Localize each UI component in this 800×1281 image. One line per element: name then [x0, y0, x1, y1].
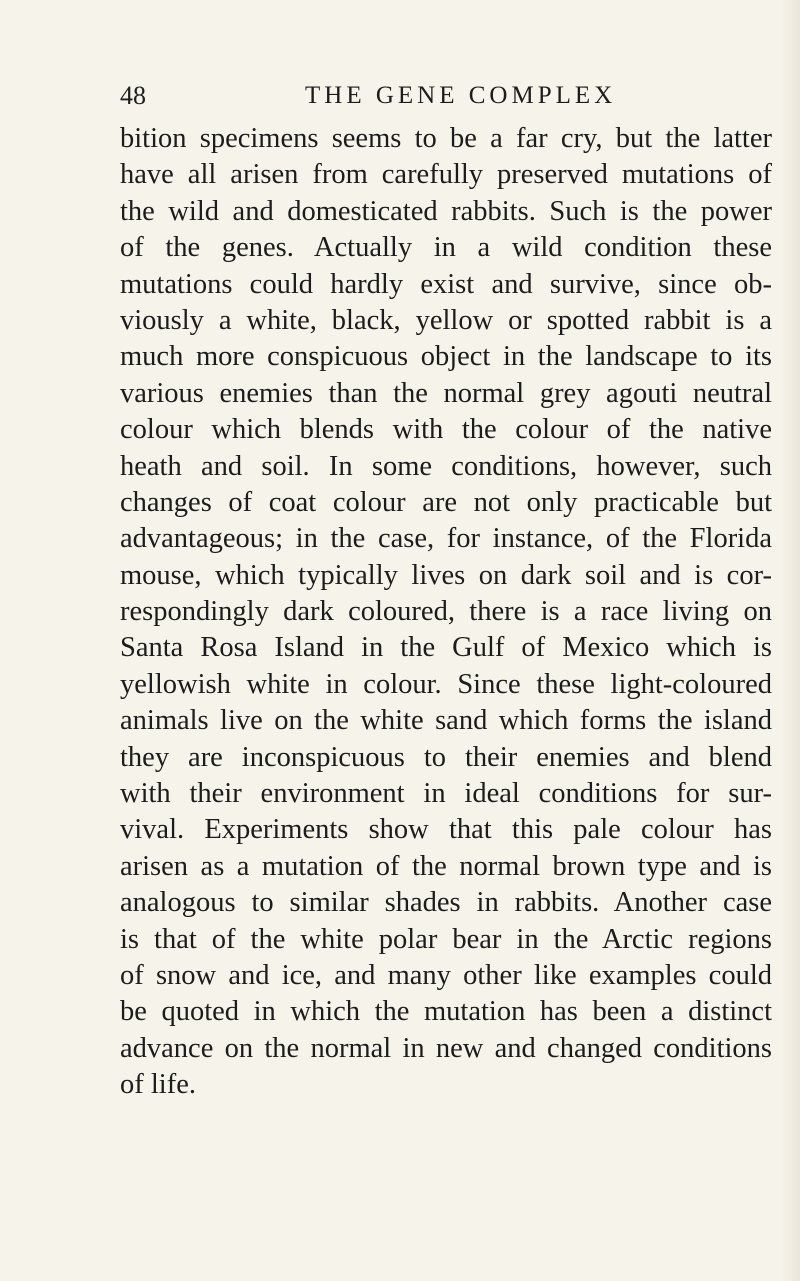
text-line: respondingly dark coloured, there is a race living on	[120, 596, 772, 628]
text-line: viously a white, black, yellow or spotted rabbit is a	[120, 304, 772, 336]
text-line: colour which blends with the colour of the native	[120, 414, 772, 446]
text-line: various enemies than the normal grey agouti neutral	[120, 377, 772, 409]
text-line: animals live on the white sand which forms the island	[120, 705, 772, 737]
text-line: of life.	[120, 1069, 196, 1101]
page-edge-shadow	[782, 0, 800, 1281]
text-line: Santa Rosa Island in the Gulf of Mexico which is	[120, 632, 772, 664]
text-line: be quoted in which the mutation has been a distinct	[120, 996, 772, 1028]
text-line: of snow and ice, and many other like examples could	[120, 959, 772, 991]
text-line: with their environment in ideal conditions for sur-	[120, 778, 772, 810]
text-line: arisen as a mutation of the normal brown type and is	[120, 850, 772, 882]
text-line: advance on the normal in new and changed conditions	[120, 1032, 772, 1064]
page-number: 48	[120, 81, 146, 110]
running-head: THE GENE COMPLEX	[305, 82, 617, 109]
text-line: mutations could hardly exist and survive, since ob-	[120, 268, 772, 300]
text-line: mouse, which typically lives on dark soil and is cor-	[120, 559, 772, 591]
text-line: advantageous; in the case, for instance, of the Florida	[120, 523, 772, 555]
text-line: have all arisen from carefully preserved mutations of	[120, 159, 772, 191]
text-line: is that of the white polar bear in the Arctic regions	[120, 923, 772, 955]
body-paragraph	[120, 121, 772, 1104]
text-line: they are inconspicuous to their enemies and blend	[120, 741, 772, 773]
text-line: analogous to similar shades in rabbits. Another case	[120, 887, 772, 919]
text-line: vival. Experiments show that this pale colour has	[120, 814, 772, 846]
text-line: heath and soil. In some conditions, however, such	[120, 450, 772, 482]
text-line: much more conspicuous object in the landscape to its	[120, 341, 772, 373]
page-header	[120, 80, 760, 112]
text-line: of the genes. Actually in a wild condition these	[120, 232, 772, 264]
text-line: the wild and domesticated rabbits. Such is the power	[120, 195, 772, 227]
text-line: bition specimens seems to be a far cry, but the latter	[120, 123, 772, 154]
text-line: changes of coat colour are not only practicable but	[120, 486, 772, 518]
text-line: yellowish white in colour. Since these light-coloured	[120, 668, 772, 700]
